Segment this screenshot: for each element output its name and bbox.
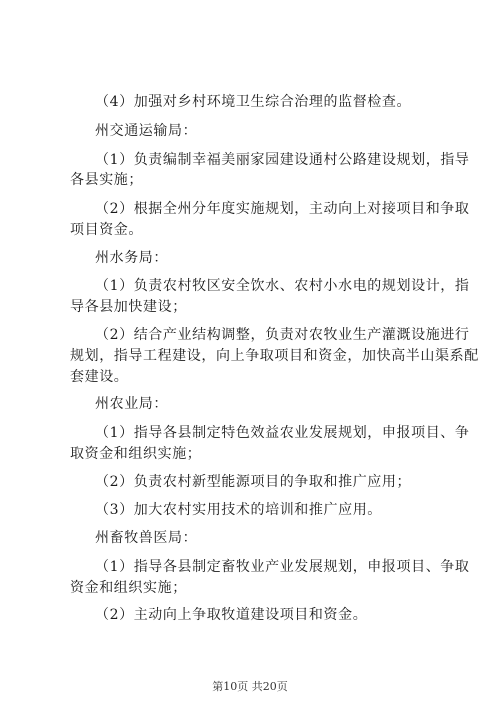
section-heading: 州水务局： [95,250,168,266]
text-line: （2）根据全州分年度实施规划，主动向上对接项目和争取 [95,201,470,217]
text-line: 导各县加快建设； [70,299,187,315]
text-line: （4）加强对乡村环境卫生综合治理的监督检查。 [95,94,412,110]
section-heading: 州农业局： [95,396,168,412]
text-line: （1）负责编制幸福美丽家园建设通村公路建设规划，指导 [95,152,470,168]
section-heading: 州交通运输局： [95,123,198,139]
text-line: 项目资金。 [70,222,143,238]
text-line: 取资金和组织实施； [70,446,202,462]
text-line: 资金和组织实施； [70,580,187,596]
section-heading: 州畜牧兽医局： [95,530,198,546]
text-line: 各县实施； [70,172,143,188]
text-line: （1）负责农村牧区安全饮水、农村小水电的规划设计，指 [95,278,470,294]
text-line: （2）主动向上争取牧道建设项目和资金。 [95,607,368,623]
text-line: 规划，指导工程建设，向上争取项目和资金，加快高半山渠系配 [70,348,479,364]
text-line: （1）指导各县制定畜牧业产业发展规划，申报项目、争取 [95,559,470,575]
text-line: （1）指导各县制定特色效益农业发展规划，申报项目、争 [95,425,470,441]
text-line: （2）负责农村新型能源项目的争取和推广应用； [95,474,412,490]
text-line: 套建设。 [70,369,129,385]
text-line: （3）加大农村实用技术的培训和推广应用。 [95,502,382,518]
page-number-footer: 第10页 共20页 [212,680,288,693]
text-line: （2）结合产业结构调整，负责对农牧业生产灌溉设施进行 [95,327,470,343]
